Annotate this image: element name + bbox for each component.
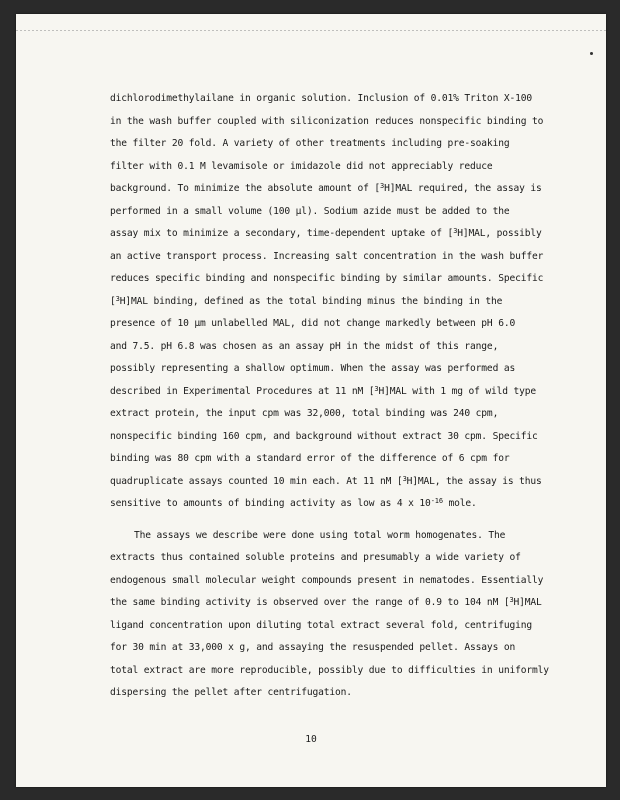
body-text: [110, 88, 570, 705]
text-line: [110, 493, 570, 516]
text-line: extract protein, the input cpm was 32,000, total binding was 240 cpm,: [110, 408, 499, 419]
text-run: [: [110, 295, 116, 307]
text-line: nonspecific binding 160 cpm, and background without extract 30 cpm. Specific: [110, 430, 538, 442]
scan-edge-line: [16, 30, 606, 31]
text-line: [110, 291, 570, 314]
text-line: endogenous small molecular weight compounds present in nematodes. Essentially: [110, 574, 544, 586]
text-run: assay mix to minimize a secondary, time-dependent uptake of [: [110, 228, 454, 239]
superscript: 3: [380, 182, 385, 190]
text-run: H]MAL: [513, 597, 542, 608]
text-line: [110, 178, 570, 201]
text-line: [110, 592, 570, 615]
text-line: filter with 0.1 M levamisole or imidazole did not appreciably reduce: [110, 160, 493, 172]
page-number: 10: [305, 734, 317, 745]
text-line: an active transport process. Increasing salt concentration in the wash buffer: [110, 250, 544, 262]
text-run: H]MAL, possibly: [457, 228, 542, 239]
text-run: quadruplicate assays counted 10 min each. At 11 nM [: [110, 475, 403, 487]
text-line: [110, 223, 570, 246]
text-line: total extract are more reproducible, possibly due to difficulties in uniformly: [110, 664, 549, 676]
text-run: sensitive to amounts of binding activity as low as 4 x 10: [110, 498, 431, 509]
text-line: presence of 10 µm unlabelled MAL, did not change markedly between pH 6.0: [110, 318, 516, 329]
text-line: performed in a small volume (100 µl). Sodium azide must be added to the: [110, 205, 510, 217]
text-run: H]MAL binding, defined as the total binding minus the binding in the: [119, 295, 503, 307]
text-line: The assays we describe were done using total worm homogenates. The: [134, 529, 506, 541]
paragraph-2: [110, 525, 570, 705]
text-run: background. To minimize the absolute amount of [: [110, 183, 381, 194]
text-run: the same binding activity is observed over the range of 0.9 to 104 nM [: [110, 597, 510, 608]
superscript: 3: [374, 384, 379, 393]
text-line: the filter 20 fold. A variety of other treatments including pre-soaking: [110, 138, 510, 149]
superscript: 3: [115, 294, 120, 303]
text-run: H]MAL with 1 mg of wild type: [378, 385, 537, 397]
text-run: H]MAL required, the assay is: [384, 183, 542, 194]
text-line: dispersing the pellet after centrifugation.: [110, 687, 352, 698]
text-line: possibly representing a shallow optimum. When the assay was performed as: [110, 363, 516, 374]
text-line: binding was 80 cpm with a standard error of the difference of 6 cpm for: [110, 453, 510, 464]
text-line: dichlorodimethylailane in organic solution. Inclusion of 0.01% Triton X-100: [110, 93, 532, 104]
text-run: described in Experimental Procedures at 11 nM [: [110, 385, 375, 397]
text-line: [110, 471, 570, 494]
text-run: H]MAL, the assay is thus: [406, 475, 542, 487]
text-line: ligand concentration upon diluting total extract several fold, centrifuging: [110, 619, 532, 631]
text-line: [110, 381, 570, 404]
text-line: in the wash buffer coupled with siliconization reduces nonspecific binding to: [110, 115, 544, 127]
scan-speck: [590, 52, 593, 55]
superscript: 3: [509, 596, 514, 604]
text-run: mole.: [442, 498, 477, 509]
superscript: -16: [430, 497, 443, 505]
superscript: 3: [402, 474, 407, 483]
text-line: extracts thus contained soluble proteins and presumably a wide variety of: [110, 552, 521, 563]
document-page: [16, 14, 606, 787]
text-line: and 7.5. pH 6.8 was chosen as an assay pH in the midst of this range,: [110, 340, 499, 352]
text-line: reduces specific binding and nonspecific binding by similar amounts. Specific: [110, 273, 544, 284]
text-line: for 30 min at 33,000 x g, and assaying the resuspended pellet. Assays on: [110, 642, 516, 653]
superscript: 3: [453, 227, 458, 235]
paragraph-1: [110, 88, 570, 516]
